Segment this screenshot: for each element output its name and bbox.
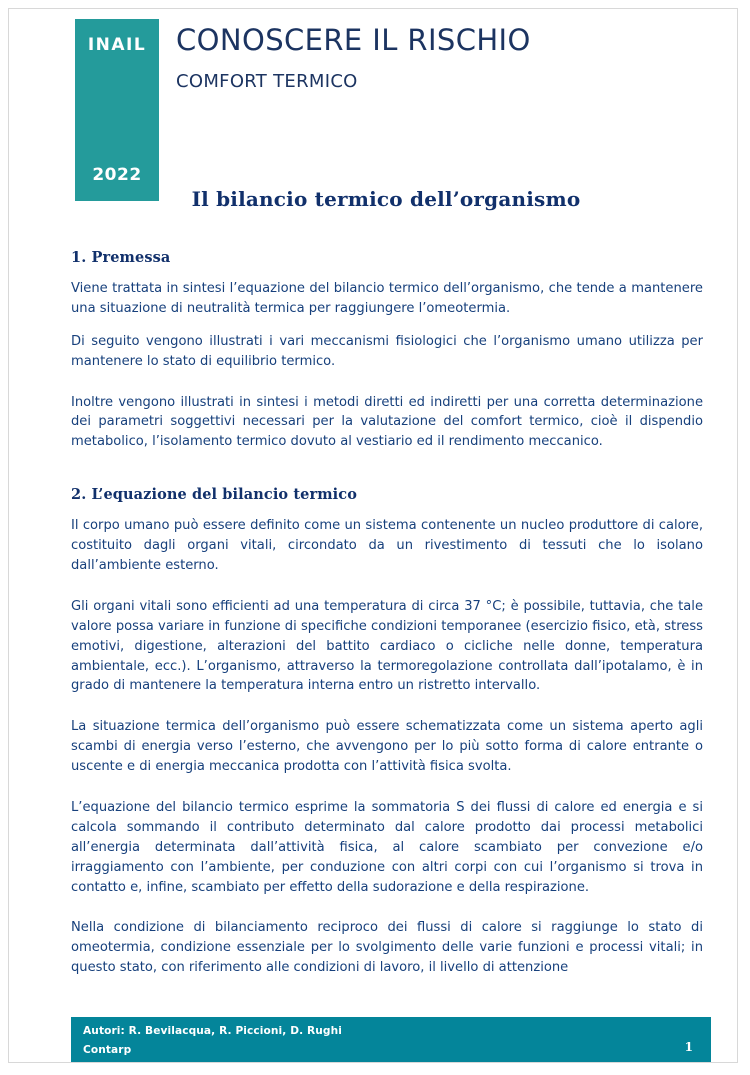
document-footer <box>71 1017 711 1063</box>
paragraph-1-3: Inoltre vengono illustrati in sintesi i metodi diretti ed indiretti per una corretta determinazione dei parametri soggettivi necessari per la valutazione del comfort termico, cioè il dispendio metabolico, l’isolamento termico dovuto al vestiario ed il rendimento meccanico. <box>71 394 703 450</box>
paragraph-1-2: Di seguito vengono illustrati i vari meccanismi fisiologici che l’organismo umano utilizza per mantenere lo stato di equilibrio termico. <box>71 333 703 369</box>
document-header <box>9 9 738 199</box>
document-body <box>71 249 703 991</box>
series-subtitle: COMFORT TERMICO <box>176 71 358 93</box>
paragraph-1-1: Viene trattata in sintesi l’equazione del bilancio termico dell’organismo, che tende a mantenere una situazione di neutralità termica per raggiungere l’omeotermia. <box>71 281 703 316</box>
series-title: CONOSCERE IL RISCHIO <box>176 23 531 57</box>
paragraph-2-4: L’equazione del bilancio termico esprime la sommatoria S dei flussi di calore ed energia e si calcola sommando il contributo determinato dal calore prodotto dai processi metabolici all’energia determinata dall’attività fisica, al calore scambiato per convezione e/o irraggiamento con l’ambiente, per conduzione con altri corpi con cui l’organismo si trova in contatto e, infine, scambiato per effetto della sudorazione e della respirazione. <box>71 800 703 895</box>
footer-department: Contarp <box>83 1044 132 1056</box>
header-title-group <box>176 23 696 92</box>
publication-year: 2022 <box>92 165 142 185</box>
page-title: Il bilancio termico dell’organismo <box>191 187 581 211</box>
inail-logo-text: INAIL <box>87 35 147 55</box>
paragraph-2-3: La situazione termica dell’organismo può essere schematizzata come un sistema aperto agli scambi di energia verso l’esterno, che avvengono per lo più sotto forma di calore entrante o uscente e di energia meccanica prodotta con l’attività fisica svolta. <box>71 719 703 775</box>
document-page <box>8 8 738 1063</box>
footer-authors: Autori: R. Bevilacqua, R. Piccioni, D. Rughi <box>83 1025 342 1037</box>
paragraph-2-5: Nella condizione di bilanciamento reciproco dei flussi di calore si raggiunge lo stato di omeotermia, condizione essenziale per lo svolgimento delle varie funzioni e processi vitali; in questo stato, con riferimento alle condizioni di lavoro, il livello di attenzione <box>71 920 703 976</box>
section-heading-1: 1. Premessa <box>71 249 171 266</box>
section-heading-2: 2. L’equazione del bilancio termico <box>71 486 357 504</box>
inail-logo-block <box>75 19 159 201</box>
paragraph-2-1: Il corpo umano può essere definito come un sistema contenente un nucleo produttore di calore, costituito dagli organi vitali, circondato da un rivestimento di tessuti che lo isolano dall’ambiente esterno. <box>71 518 703 574</box>
footer-page-number: 1 <box>684 1040 693 1054</box>
paragraph-2-2: Gli organi vitali sono efficienti ad una temperatura di circa 37 °C; è possibile, tuttavia, che tale valore possa variare in funzione di specifiche condizioni temporanee (esercizio fisico, età, stress emotivi, digestione, alterazioni del battito cardiaco o cicliche nelle donne, temperatura ambientale, ecc.). L’organismo, attraverso la termoregolazione controllata dall’ipotalamo, è in grado di mantenere la temperatura interna entro un ristretto intervallo. <box>71 598 703 694</box>
